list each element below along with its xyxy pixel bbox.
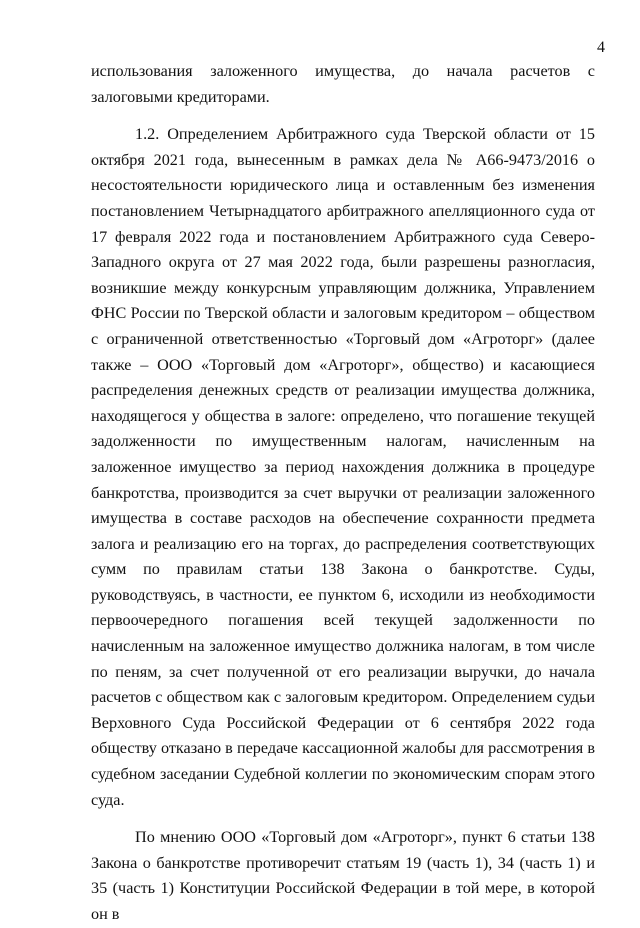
document-body xyxy=(91,59,595,928)
paragraph-1-2: 1.2. Определением Арбитражного суда Тверской области от 15 октября 2021 года, вынесенным в рамках дела № А66-9473/2016 о несостоятельности юридического лица и оставленным без изменения постановлением Четырнадцатого арбитражного апелляционного суда от 17 февраля 2022 года и постановлением Арбитражного суда Северо-Западного округа от 27 мая 2022 года, были разрешены разногласия, возникшие между конкурсным управляющим должника, Управлением ФНС России по Тверской области и залоговым кредитором – обществом с ограниченной ответственностью «Торговый дом «Агроторг» (далее также – ООО «Торговый дом «Агроторг», общество) и касающиеся распределения денежных средств от реализации имущества должника, находящегося у общества в залоге: определено, что погашение текущей задолженности по имущественным налогам, начисленным на заложенное имущество за период нахождения должника в процедуре банкротства, производится за счет выручки от реализации заложенного имущества в составе расходов на обеспечение сохранности предмета залога и реализацию его на торгах, до распределения соответствующих сумм по правилам статьи 138 Закона о банкротстве. Суды, руководствуясь, в частности, ее пунктом 6, исходили из необходимости первоочередного погашения всей текущей задолженности по начисленным на заложенное имущество должника налогам, в том числе по пеням, за счет полученной от его реализации выручки, до начала расчетов с обществом как с залоговым кредитором. Определением судьи Верховного Суда Российской Федерации от 6 сентября 2022 года обществу отказано в передаче кассационной жалобы для рассмотрения в судебном заседании Судебной коллегии по экономическим спорам этого суда. xyxy=(91,125,595,809)
page-number: 4 xyxy=(597,39,605,56)
paragraph-continuation: использования заложенного имущества, до начала расчетов с залоговыми кредиторами. xyxy=(91,62,595,106)
paragraph-applicant-opinion: По мнению ООО «Торговый дом «Агроторг», пункт 6 статьи 138 Закона о банкротстве противоречит статьям 19 (часть 1), 34 (часть 1) и 35 (часть 1) Конституции Российской Федерации в той мере, в которой он в xyxy=(91,828,595,923)
